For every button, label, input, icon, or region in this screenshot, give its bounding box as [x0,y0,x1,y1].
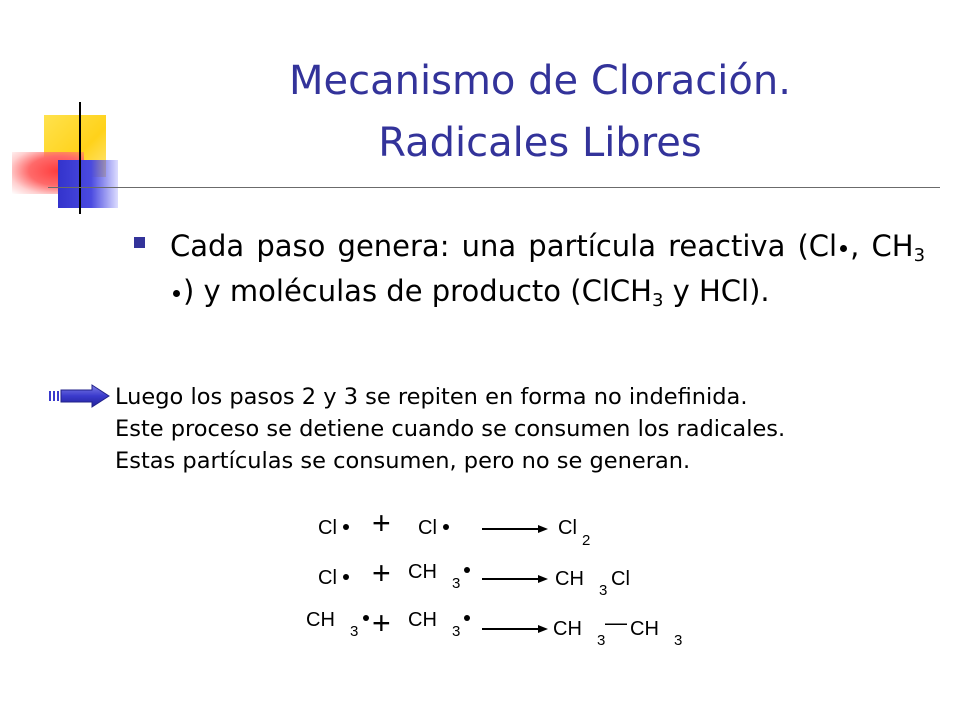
r3-reactant-b: CH [408,609,437,631]
title-line-2: Radicales Libres [378,120,702,166]
r1-product-sub: 2 [582,532,591,549]
r1-reactant-b: Cl [418,517,437,539]
plus-sign: + [372,505,391,541]
radical-dot [443,524,449,530]
reaction-arrow [482,575,548,583]
r2-product-a: CH [555,568,584,590]
radical-dot [363,615,369,621]
r3-reactant-a-sub: 3 [350,623,359,640]
bullet-part-4: y HCl). [663,274,770,308]
r1-reactant-a: Cl [318,517,337,539]
decor-vertical-line [79,102,81,214]
reaction-arrow [482,525,548,533]
decor-blue-block [58,160,118,208]
r3-product-a: CH [553,618,582,640]
radical-dot [840,245,847,252]
bullet-text [170,224,925,314]
bullet-sub-2: 3 [651,290,664,311]
note-line-2: Este proceso se detiene cuando se consumen los radicales. [115,416,786,442]
r3-product-b: CH [630,618,659,640]
note-line-3: Estas partículas se consumen, pero no se generan. [115,448,691,474]
square-bullet-icon [134,237,145,248]
r1-product: Cl [558,517,577,539]
r2-reactant-b: CH [408,561,437,583]
r3-reactant-a: CH [306,609,335,631]
r3-bond: — [605,610,627,635]
note-line-1: Luego los pasos 2 y 3 se repiten en forma no indefinida. [115,384,748,410]
reaction-1 [318,505,590,549]
reaction-2 [318,555,630,599]
bullet-part-3: ) y moléculas de producto (ClCH [183,274,652,308]
explanation-paragraph [115,381,785,477]
radical-dot [173,290,180,297]
r3-product-a-sub: 3 [597,632,606,649]
r2-product-a-sub: 3 [599,582,608,599]
reaction-3 [306,605,682,649]
r2-reactant-b-sub: 3 [452,575,461,592]
bullet-sub-1: 3 [913,245,926,266]
plus-sign: + [372,555,391,591]
title-line-1: Mecanismo de Cloración. [289,58,791,104]
r2-reactant-a: Cl [318,567,337,589]
reaction-arrow [482,625,548,633]
r3-product-b-sub: 3 [674,632,683,649]
slide-title [190,50,890,174]
r2-product-b: Cl [611,568,630,590]
title-divider-line [48,187,940,188]
bullet-part-2: , CH [850,229,914,263]
radical-dot [464,567,470,573]
radical-dot [464,615,470,621]
radical-dot [343,574,349,580]
r3-reactant-b-sub: 3 [452,623,461,640]
bullet-part-1: Cada paso genera: una partícula reactiva (Cl [170,229,838,263]
plus-sign: + [372,605,391,641]
right-arrow-icon [48,384,110,408]
radical-dot [343,524,349,530]
reaction-equations [300,504,700,654]
